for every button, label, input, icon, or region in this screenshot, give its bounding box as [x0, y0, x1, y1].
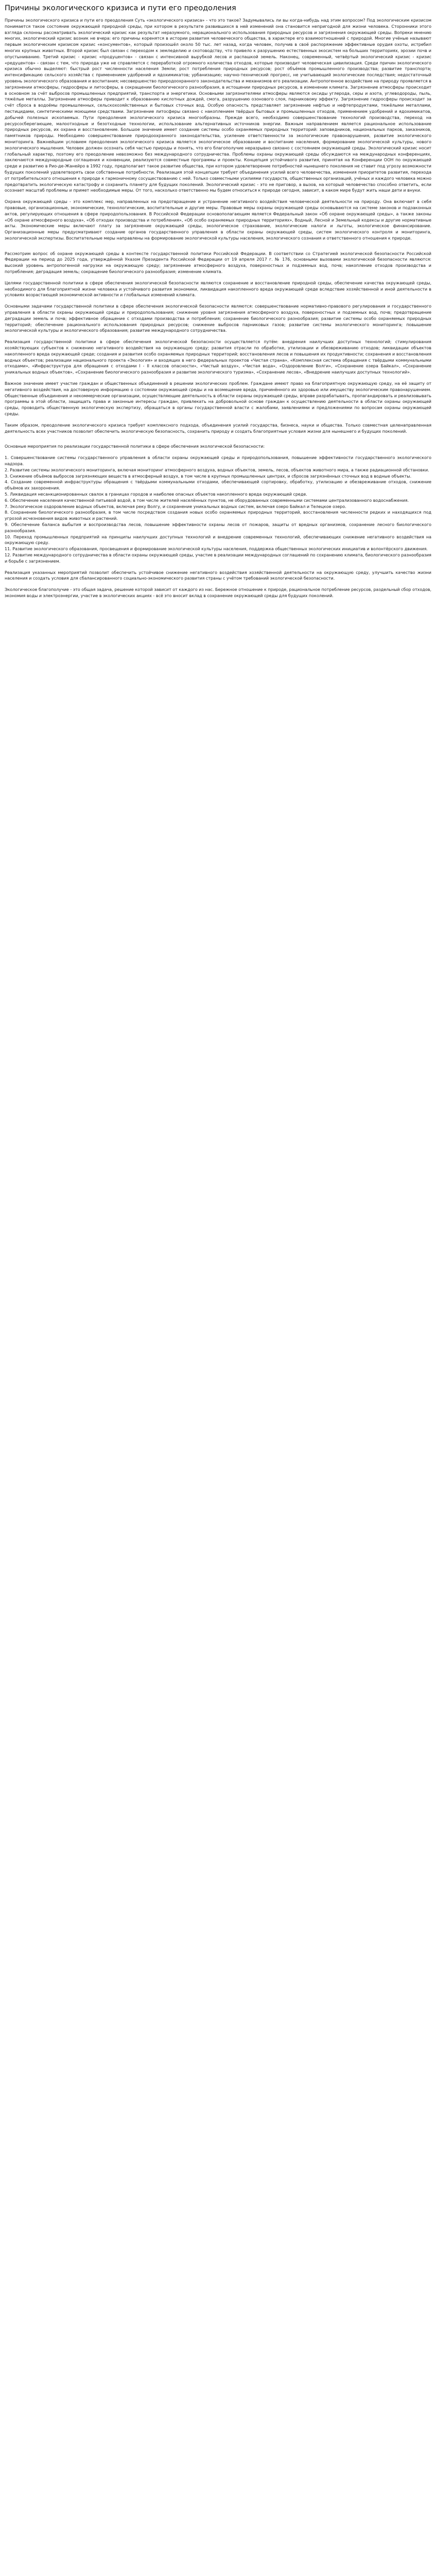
paragraph-spacer	[5, 582, 431, 587]
paragraph: Реализация указанных мероприятий позволит обеспечить устойчивое снижение негативного воздействия хозяйственной деятельности на окружающую среду, улучшить качество жизни населения и создать условия для сбалансированного социально-экономического развития страны с учётом требований экологической безопасности.	[5, 570, 431, 581]
list-item: 12. Развитие международного сотрудничества в области охраны окружающей среды, участие в реализации международных соглашений по сохранению климата, биологического разнообразия и борьбе с загрязнением.	[5, 552, 431, 564]
paragraph: Экологическое благополучие - это общая задача, решение которой зависит от каждого из нас. Бережное отношение к природе, рациональное потребление ресурсов, раздельный сбор отходов, экономия воды и электроэнергии, участие в экологических акциях - всё это вносит вклад в сохранение окружающей среды для будущих поколений.	[5, 587, 431, 598]
paragraph: Основные мероприятия по реализации государственной политики в сфере обеспечения экологической безопасности:	[5, 444, 265, 449]
paragraph: Реализация государственной политики в сфере обеспечения экологической безопасности осуществляется путём: внедрения наилучших доступных технологий; стимулирования хозяйствующих субъектов к снижению негативного воздействия на окружающую среду; развития отрасли по обработке, утилизации и обезвреживанию отходов; ликвидации объектов накопленного вреда окружающей среде; создания и развития особо охраняемых природных территорий; восстановления лесов и повышения их продуктивности; сохранения и восстановления водных объектов; реализации национального проекта «Экология» и входящих в него федеральных проектов «Чистая страна», «Комплексная система обращения с твёрдыми коммунальными отходами», «Инфраструктура для обращения с отходами I - II классов опасности», «Чистый воздух», «Чистая вода», «Оздоровление Волги», «Сохранение озера Байкал», «Сохранение уникальных водных объектов», «Сохранение биологического разнообразия и развитие экологического туризма», «Сохранение лесов», «Внедрение наилучших доступных технологий».	[5, 340, 431, 375]
list-item: 5. Ликвидация несанкционированных свалок в границах городов и наиболее опасных объектов накопленного вреда окружающей среде.	[5, 492, 307, 497]
list-item: 7. Экологическое оздоровление водных объектов, включая реку Волгу, и сохранение уникальных водных систем, включая озеро Байкал и Телецкое озеро.	[5, 504, 346, 509]
paragraph: Целями государственной политики в сфере обеспечения экологической безопасности являются сохранение и восстановление природной среды, обеспечение качества окружающей среды, необходимого для благоприятной жизни человека и устойчивого развития экономики, ликвидация накопленного вреда окружающей среде вследствие хозяйственной и иной деятельности в условиях возрастающей экономической активности и глобальных изменений климата.	[5, 280, 431, 298]
paragraph-spacer	[5, 450, 431, 455]
paragraph: Основными задачами государственной политики в сфере обеспечения экологической безопасности являются: совершенствование нормативно-правового регулирования и государственного управления в области охраны окружающей среды и природопользования; снижение уровня загрязнения атмосферного воздуха, поверхностных и подземных вод, почв; предотвращение деградации земель и почв; эффективное обращение с отходами производства и потребления; сохранение биологического разнообразия; развитие системы особо охраняемых природных территорий; обеспечение рационального использования природных ресурсов; снижение выбросов парниковых газов; развитие системы экологического мониторинга; повышение экологической культуры и экологического образования; развитие международного сотрудничества.	[5, 304, 431, 333]
list-item: 8. Сохранение биологического разнообразия, в том числе посредством создания новых особо охраняемых природных территорий, восстановления численности редких и находящихся под угрозой исчезновения видов животных и растений.	[5, 510, 431, 521]
list-item: 3. Снижение объёмов выбросов загрязняющих веществ в атмосферный воздух, в том числе в крупных промышленных центрах, и сбросов загрязнённых сточных вод в водные объекты.	[5, 473, 412, 479]
paragraph-spacer	[5, 334, 431, 339]
list-item: 11. Развитие экологического образования, просвещения и формирование экологической культуры населения, поддержка общественных экологических инициатив и волонтёрского движения.	[5, 547, 428, 552]
list-item: 10. Переход промышленных предприятий на принципы наилучших доступных технологий и внедрение современных технологий, обеспечивающих снижение негативного воздействия на окружающую среду.	[5, 534, 431, 546]
article-section-3	[5, 444, 431, 599]
list-item: 2. Развитие системы экологического мониторинга, включая мониторинг атмосферного воздуха, водных объектов, земель, лесов, объектов животного мира, а также радиационной обстановки.	[5, 467, 429, 472]
article-page	[0, 0, 436, 599]
list-item: 4. Создание современной инфраструктуры обращения с твёрдыми коммунальными отходами, обеспечивающей сортировку, обработку, утилизацию и обезвреживание отходов, снижение объёмов их захоронения.	[5, 480, 431, 491]
section-spacer	[5, 246, 431, 251]
paragraph: Охрана окружающей среды - это комплекс мер, направленных на предотвращение и устранение негативного воздействия человеческой деятельности на природу. Она включает в себя правовые, организационные, экономические, технологические, воспитательные и другие меры. Правовые меры охраны окружающей среды основываются на системе законов и подзаконных актов, регулирующих отношения в сфере природопользования. В Российской Федерации основополагающим является Федеральный закон «Об охране окружающей среды», а также законы «Об охране атмосферного воздуха», «Об отходах производства и потребления», «Об особо охраняемых природных территориях», Водный, Лесной и Земельный кодексы и другие нормативные акты. Экономические меры включают плату за загрязнение окружающей среды, экологическое страхование, экологические налоги и льготы, экологическое финансирование. Организационные меры предусматривают создание органов государственного управления в области охраны окружающей среды, систем экологического контроля и мониторинга, экологической экспертизы. Воспитательные меры направлены на формирование экологической культуры населения, экологического сознания и ответственного отношения к природе.	[5, 199, 431, 241]
paragraph: Рассмотрим вопрос об охране окружающей среды в контексте государственной политики Российской Федерации. В соответствии со Стратегией экологической безопасности Российской Федерации на период до 2025 года, утверждённой Указом Президента Российской Федерации от 19 апреля 2017 г. № 176, основными вызовами экологической безопасности являются: высокий уровень антропогенной нагрузки на окружающую среду; загрязнение атмосферного воздуха, поверхностных и подземных вод, почв; накопление отходов производства и потребления; деградация земель; сокращение биологического разнообразия; изменение климата.	[5, 251, 431, 275]
list-item: 6. Обеспечение населения качественной питьевой водой, в том числе жителей населённых пунктов, не оборудованных современными системами централизованного водоснабжения.	[5, 498, 409, 503]
paragraph-spacer	[5, 376, 431, 381]
paragraph: Таким образом, преодоление экологического кризиса требует комплексного подхода, объединения усилий государства, бизнеса, науки и общества. Только совместная целенаправленная деятельность всех участников позволит обеспечить экологическую безопасность, сохранить природу и создать благоприятные условия жизни для нынешнего и будущих поколений.	[5, 422, 431, 434]
list-item: 9. Обеспечение баланса выбытия и воспроизводства лесов, повышение эффективности охраны лесов от пожаров, защиты от вредных организмов, сохранение лесного биологического разнообразия.	[5, 522, 431, 533]
section-spacer	[5, 438, 431, 444]
paragraph-spacer	[5, 565, 431, 570]
article-section-2	[5, 251, 431, 435]
paragraph: Важное значение имеет участие граждан и общественных объединений в решении экологических проблем. Граждане имеют право на благоприятную окружающую среду, на её защиту от негативного воздействия, на достоверную информацию о состоянии окружающей среды и на возмещение вреда, причинённого их здоровью или имуществу экологическим правонарушением. Общественные объединения и некоммерческие организации, осуществляющие деятельность в области охраны окружающей среды, вправе разрабатывать, пропагандировать и реализовывать программы в этой области, защищать права и законные интересы граждан, привлекать на добровольной основе граждан к осуществлению деятельности в области охраны окружающей среды, проводить общественную экологическую экспертизу, обращаться в органы государственной власти с жалобами, заявлениями и предложениями по вопросам охраны окружающей среды.	[5, 381, 431, 417]
page-title: Причины экологического кризиса и пути его преодоления	[5, 4, 236, 12]
paragraph: Причины экологического кризиса и пути его преодоления Суть «экологического кризиса» - что это такое? Задумывались ли вы когда-нибудь над этим вопросом? Под экологическим кризисом понимается такое состояние окружающей природной среды, при котором в результате развившихся в ней изменений она становится непригодной для жизни человека. Сторонники этого взгляда склонны рассматривать экологический кризис как результат неразумного, нерационального использования природных ресурсов и загрязнения окружающей среды. Вопреки мнению многих, экологический кризис возник не вчера: его причины коренятся в истории развития человеческого общества, в характере его взаимоотношений с природой. Многие учёные называют первым экологическим кризисом кризис «консументов», который произошёл около 50 тыс. лет назад, когда человек, получив в своё распоряжение эффективные орудия охоты, истребил многих крупных животных. Второй кризис был связан с переходом к земледелию и скотоводству, что привело к разрушению естественных экосистем на больших территориях, эрозии почв и опустыниванию. Третий кризис - кризис «продуцентов» - связан с интенсивной вырубкой лесов и распашкой земель. Наконец, современный, четвёртый экологический кризис - кризис «редуцентов» - связан с тем, что природа уже не справляется с переработкой огромного количества отходов, которые производит человеческая цивилизация. Среди причин экологического кризиса обычно выделяют: быстрый рост численности населения Земли; рост потребления природных ресурсов; рост объёмов промышленного производства; развитие транспорта; интенсификацию сельского хозяйства с применением удобрений и ядохимикатов; урбанизацию; научно-технический прогресс, не учитывающий экологические последствия; недостаточный уровень экологического образования и воспитания; несовершенство природоохранного законодательства и механизмов его реализации. Антропогенное воздействие на природу проявляется в загрязнении атмосферы, гидросферы и литосферы, в сокращении биологического разнообразия, в истощении природных ресурсов, в изменении климата. Загрязнение атмосферы происходит в основном за счёт выбросов промышленных предприятий, транспорта и энергетики. Основными загрязнителями атмосферы являются оксиды углерода, серы и азота, углеводороды, пыль, тяжёлые металлы. Загрязнение атмосферы приводит к образованию кислотных дождей, смога, разрушению озонового слоя, парниковому эффекту. Загрязнение гидросферы происходит за счёт сброса в водоёмы промышленных, сельскохозяйственных и бытовых сточных вод. Особую опасность представляет загрязнение нефтью и нефтепродуктами, тяжёлыми металлами, пестицидами, синтетическими моющими средствами. Загрязнение литосферы связано с накоплением твёрдых бытовых и промышленных отходов, применением удобрений и ядохимикатов, добычей полезных ископаемых. Пути преодоления экологического кризиса многообразны. Прежде всего, необходимо совершенствование технологий производства, переход на ресурсосберегающие, малоотходные и безотходные технологии, использование альтернативных источников энергии. Важным направлением является рациональное использование природных ресурсов, их охрана и восстановление. Большое значение имеет создание системы особо охраняемых природных территорий: заповедников, национальных парков, заказников, памятников природы. Необходимо совершенствование природоохранного законодательства, усиление ответственности за экологические правонарушения, развитие экологического мониторинга. Важнейшим условием преодоления экологического кризиса является экологическое образование и воспитание населения, формирование экологической культуры, нового экологического мышления. Человек должен осознать себя частью природы и понять, что его благополучие неразрывно связано с состоянием окружающей среды. Экологический кризис носит глобальный характер, поэтому его преодоление невозможно без международного сотрудничества. Проблемы охраны окружающей среды обсуждаются на международных конференциях, заключаются международные соглашения и конвенции, реализуются совместные программы и проекты. Концепция устойчивого развития, принятая на Конференции ООН по окружающей среде и развитию в Рио-де-Жанейро в 1992 году, предполагает такое развитие общества, при котором удовлетворение потребностей нынешнего поколения не ставит под угрозу возможности будущих поколений удовлетворять свои собственные потребности. Реализация этой концепции требует объединения усилий всего человечества, изменения приоритетов развития, перехода от потребительского отношения к природе к гармоничному сосуществованию с ней. Только совместными усилиями государств, общественных организаций, учёных и каждого человека можно предотвратить экологическую катастрофу и сохранить планету для будущих поколений. Экологический кризис - это не приговор, а вызов, на который человечество способно ответить, если осознает масштаб проблемы и примет необходимые меры. От того, насколько ответственно мы будем относиться к природе сегодня, зависит, в каком мире будут жить наши дети и внуки.	[5, 18, 431, 193]
paragraph-spacer	[5, 194, 431, 199]
paragraph-spacer	[5, 275, 431, 280]
paragraph-spacer	[5, 417, 431, 422]
article-section-1	[5, 18, 431, 242]
list-item: 1. Совершенствование системы государственного управления в области охраны окружающей среды и природопользования, повышение эффективности государственного экологического надзора.	[5, 455, 431, 466]
paragraph-spacer	[5, 298, 431, 303]
